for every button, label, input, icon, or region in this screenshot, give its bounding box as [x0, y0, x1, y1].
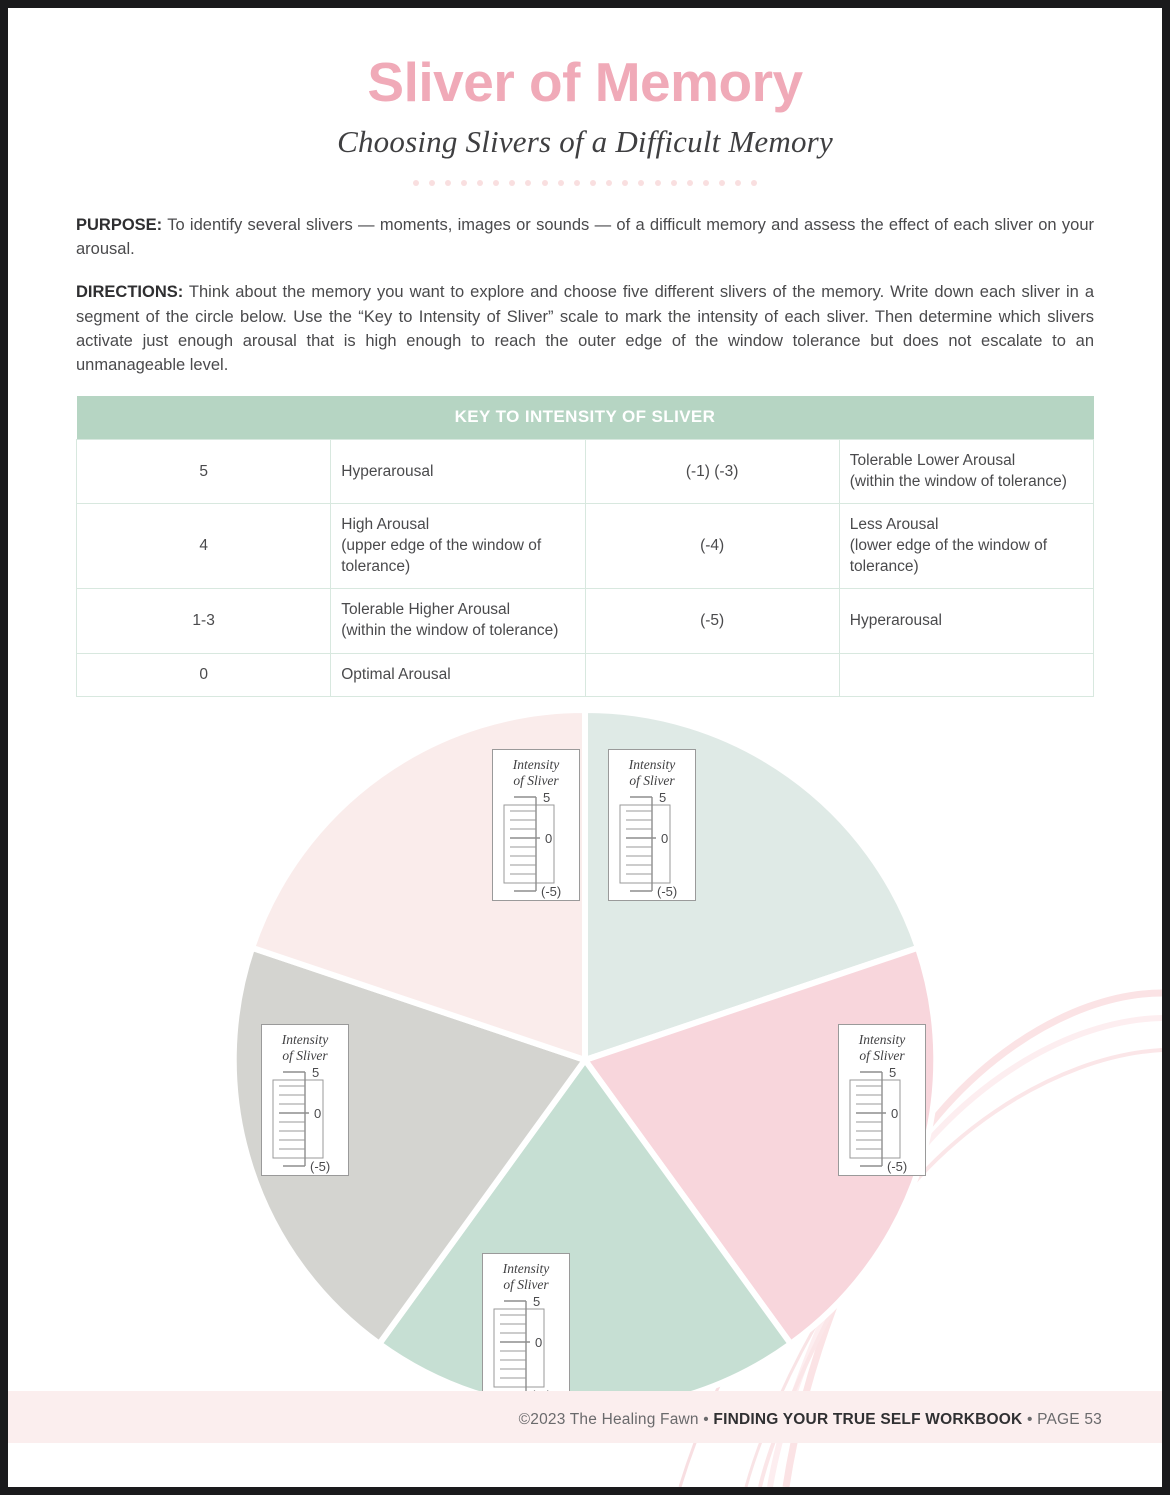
row2-right-desc: Hyperarousal — [839, 589, 1093, 653]
row1-right-line2: (lower edge of the window of tolerance) — [849, 537, 1048, 575]
gauge-top-label: 5 — [889, 1065, 897, 1080]
divider-dot — [493, 180, 499, 186]
divider-dot — [703, 180, 709, 186]
divider-dot — [445, 180, 451, 186]
row0-right-line1: Tolerable Lower Arousal — [849, 452, 1016, 470]
divider-dot — [574, 180, 580, 186]
row1-left-line2: (upper edge of the window of tolerance) — [341, 537, 542, 575]
row1-left-value: 4 — [77, 504, 331, 589]
divider-dot — [687, 180, 693, 186]
row2-left-value: 1-3 — [77, 589, 331, 653]
directions-label: DIRECTIONS: — [76, 283, 184, 302]
gauge-title — [839, 1025, 925, 1064]
divider-dot — [751, 180, 757, 186]
footer-separator-2: • — [1026, 1411, 1033, 1428]
footer-copyright: ©2023 The Healing Fawn — [518, 1411, 699, 1428]
divider-dot — [461, 180, 467, 186]
directions-paragraph — [76, 280, 1094, 377]
divider-dot — [606, 180, 612, 186]
gauge-mid-label: 0 — [661, 830, 669, 846]
table-row — [77, 440, 1094, 504]
page-title: Sliver of Memory — [367, 51, 803, 113]
intensity-gauge-card[interactable] — [608, 749, 696, 901]
divider-dot — [719, 180, 725, 186]
footer-page-number: PAGE 53 — [1037, 1411, 1102, 1428]
dot-divider — [413, 180, 758, 187]
gauge-scale[interactable] — [842, 1066, 922, 1174]
page-header — [8, 8, 1162, 187]
gauge-scale[interactable] — [496, 791, 576, 899]
gauge-top-label: 5 — [543, 790, 551, 805]
gauge-title-line2: of Sliver — [503, 1277, 549, 1293]
row1-right-value: (-4) — [585, 504, 839, 589]
row0-right-value: (-1) (-3) — [585, 440, 839, 504]
row0-left-value: 5 — [77, 440, 331, 504]
row0-right-line2: (within the window of tolerance) — [849, 472, 1067, 490]
divider-dot — [590, 180, 596, 186]
intensity-gauge-card[interactable] — [482, 1253, 570, 1405]
table-row — [77, 504, 1094, 589]
row2-right-value: (-5) — [585, 589, 839, 653]
divider-dot — [638, 180, 644, 186]
sliver-wheel-area — [8, 705, 1162, 1435]
row2-left-desc — [331, 589, 585, 653]
gauge-bottom-label: (-5) — [310, 1158, 331, 1174]
gauge-mid-label: 0 — [891, 1105, 899, 1121]
gauge-title-line1: Intensity — [512, 757, 560, 773]
footer — [519, 1411, 1102, 1429]
gauge-bottom-label: (-5) — [541, 883, 562, 899]
instructions-block — [76, 213, 1094, 378]
divider-dot — [735, 180, 741, 186]
purpose-text: To identify several slivers — moments, images or sounds — of a difficult memory and assess the effect of each sliver on your arousal. — [76, 215, 1094, 258]
gauge-mid-label: 0 — [314, 1105, 322, 1121]
gauge-title — [609, 750, 695, 789]
gauge-top-label: 5 — [533, 1294, 541, 1309]
gauge-scale[interactable] — [612, 791, 692, 899]
key-to-intensity-table — [76, 396, 1094, 697]
divider-dot — [558, 180, 564, 186]
row1-left-line1: High Arousal — [341, 516, 430, 534]
gauge-title-line2: of Sliver — [859, 1048, 905, 1064]
footer-separator-1: • — [703, 1411, 709, 1428]
row3-right-value — [585, 653, 839, 697]
row1-right-desc — [839, 504, 1093, 589]
row1-right-line1: Less Arousal — [849, 516, 939, 534]
divider-dot — [509, 180, 515, 186]
gauge-title — [262, 1025, 348, 1064]
gauge-bottom-label: (-5) — [887, 1158, 908, 1174]
row2-left-line1: Tolerable Higher Arousal — [341, 601, 511, 619]
gauge-title — [493, 750, 579, 789]
table-row — [77, 589, 1094, 653]
row0-right-desc — [839, 440, 1093, 504]
divider-dot — [671, 180, 677, 186]
row1-left-desc — [331, 504, 585, 589]
footer-workbook-title: FINDING YOUR TRUE SELF WORKBOOK — [713, 1411, 1023, 1428]
directions-text: Think about the memory you want to explore and choose five different slivers of the memory. Write down each sliver in a segment of the circle below. Use the “Key to Intensity of Sliver” scale to mark the intensity of each sliver. Then determine which slivers activate just enough arousal that is high enough to reach the outer edge of the window tolerance but does not escalate to an unmanageable level. — [76, 283, 1094, 374]
divider-dot — [622, 180, 628, 186]
divider-dot — [429, 180, 435, 186]
intensity-gauge-card[interactable] — [492, 749, 580, 901]
gauge-title — [483, 1254, 569, 1293]
divider-dot — [655, 180, 661, 186]
row3-left-desc: Optimal Arousal — [331, 653, 585, 697]
gauge-title-line2: of Sliver — [629, 773, 675, 789]
divider-dot — [542, 180, 548, 186]
intensity-gauge-card[interactable] — [838, 1024, 926, 1176]
gauge-title-line1: Intensity — [281, 1032, 329, 1048]
gauge-title-line1: Intensity — [628, 757, 676, 773]
table-row — [77, 653, 1094, 697]
gauge-top-label: 5 — [312, 1065, 320, 1080]
gauge-bottom-label: (-5) — [657, 883, 678, 899]
divider-dot — [413, 180, 419, 186]
gauge-mid-label: 0 — [535, 1334, 543, 1350]
gauge-mid-label: 0 — [545, 830, 553, 846]
gauge-title-line1: Intensity — [858, 1032, 906, 1048]
gauge-scale[interactable] — [486, 1295, 566, 1403]
purpose-paragraph — [76, 213, 1094, 262]
worksheet-page — [8, 8, 1162, 1487]
row3-left-value: 0 — [77, 653, 331, 697]
intensity-gauge-card[interactable] — [261, 1024, 349, 1176]
gauge-scale[interactable] — [265, 1066, 345, 1174]
gauge-title-line2: of Sliver — [282, 1048, 328, 1064]
page-subtitle: Choosing Slivers of a Difficult Memory — [337, 123, 833, 159]
divider-dot — [525, 180, 531, 186]
row3-right-desc — [839, 653, 1093, 697]
gauge-top-label: 5 — [659, 790, 667, 805]
gauge-title-line1: Intensity — [502, 1261, 550, 1277]
purpose-label: PURPOSE: — [76, 215, 163, 234]
key-table-header: KEY TO INTENSITY OF SLIVER — [77, 396, 1094, 440]
row0-left-desc: Hyperarousal — [331, 440, 585, 504]
gauge-title-line2: of Sliver — [513, 773, 559, 789]
divider-dot — [477, 180, 483, 186]
row2-left-line2: (within the window of tolerance) — [341, 621, 559, 639]
